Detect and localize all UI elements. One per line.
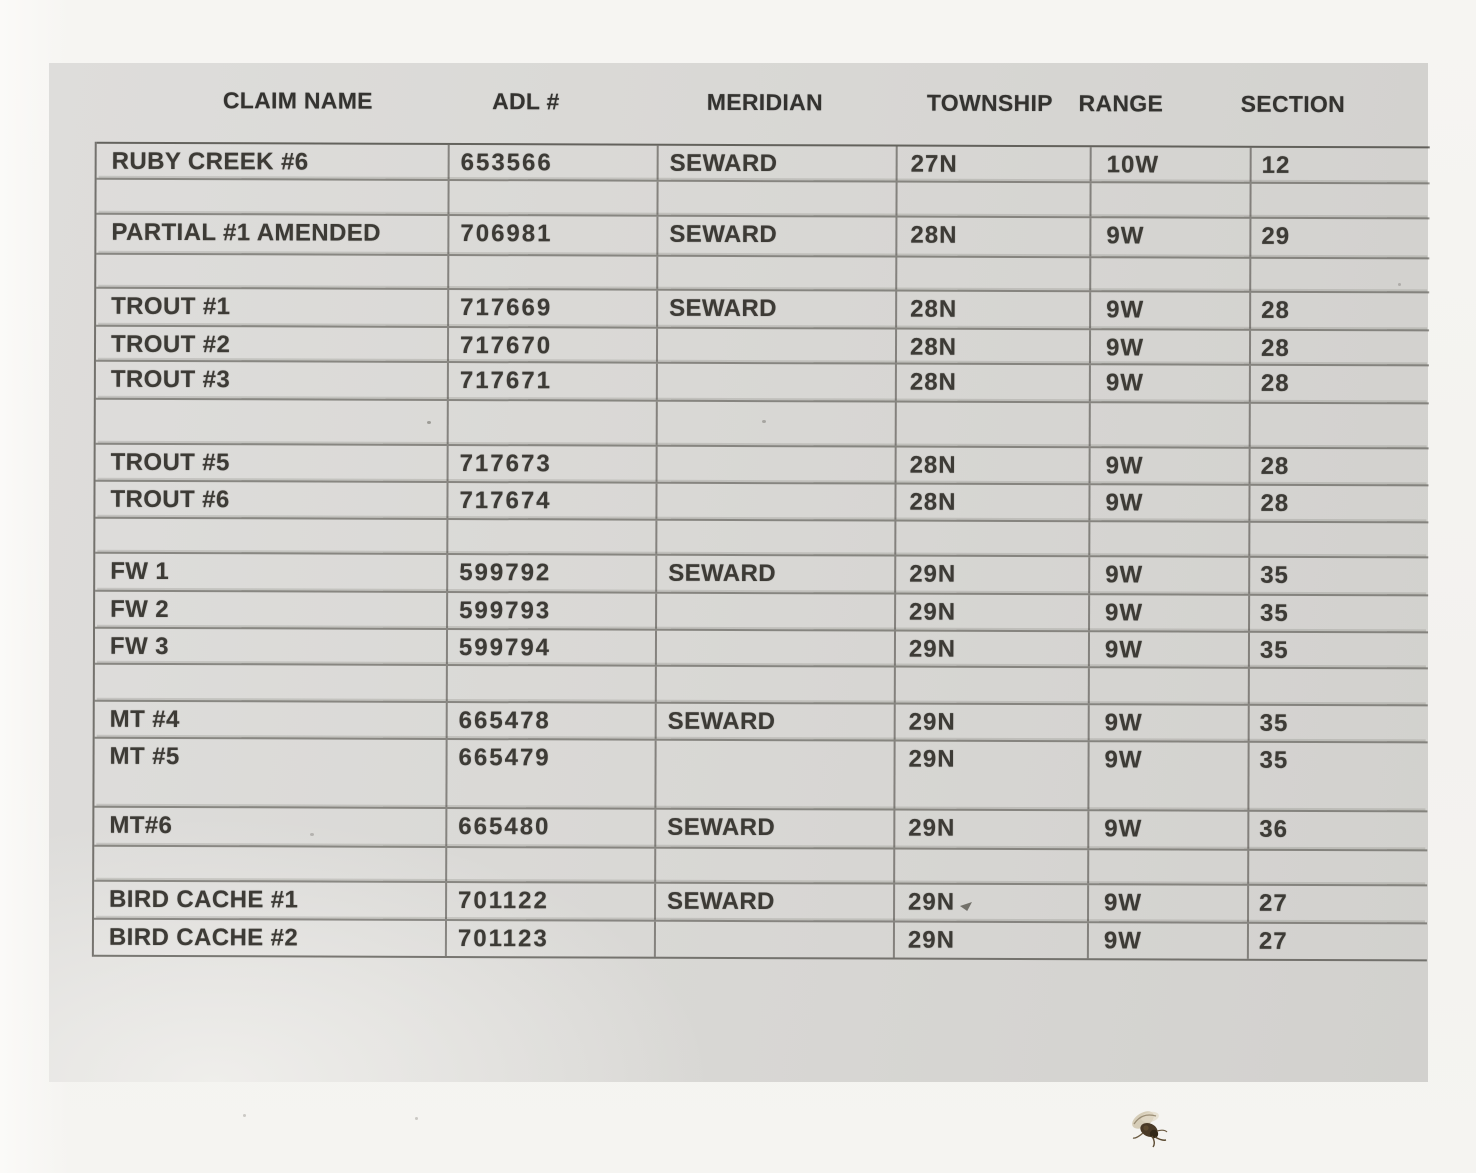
- table-row-empty: [95, 517, 1428, 557]
- adl-cell: 717670: [447, 328, 656, 362]
- range-cell: 9W: [1089, 292, 1249, 329]
- adl-cell: 717669: [447, 290, 656, 327]
- township-cell: 29N: [894, 705, 1088, 741]
- meridian-cell: [655, 484, 894, 520]
- claim-name-cell: [94, 847, 445, 881]
- township-cell: 28N: [894, 485, 1088, 521]
- table-row-empty: [96, 253, 1429, 292]
- township-cell: [893, 850, 1087, 884]
- header-township: TOWNSHIP: [926, 89, 1053, 117]
- meridian-cell: [654, 922, 893, 958]
- dust-speck: [415, 1117, 418, 1120]
- meridian-cell: [656, 402, 895, 446]
- adl-cell: 599793: [446, 593, 655, 629]
- table-row: [95, 552, 1428, 595]
- township-cell: 28N: [895, 448, 1089, 484]
- section-cell: [1249, 184, 1429, 218]
- range-cell: 9W: [1088, 632, 1248, 667]
- adl-cell: [447, 401, 656, 445]
- range-cell: 9W: [1089, 330, 1249, 364]
- dust-speck: [762, 420, 766, 423]
- meridian-cell: [654, 849, 893, 883]
- scan-tilt-wrapper: [45, 63, 1428, 1087]
- section-cell: 28: [1249, 331, 1429, 365]
- range-cell: 9W: [1087, 811, 1247, 849]
- section-cell: 27: [1247, 924, 1427, 960]
- meridian-cell: [656, 329, 895, 363]
- section-cell: 28: [1249, 293, 1429, 330]
- section-cell: 35: [1247, 743, 1427, 811]
- meridian-cell: [655, 521, 894, 555]
- adl-cell: [446, 666, 655, 702]
- range-cell: 9W: [1089, 365, 1249, 402]
- claim-name-cell: TROUT #3: [110, 365, 231, 394]
- claim-name-cell: MT #5: [109, 742, 180, 771]
- meridian-cell: [656, 447, 895, 483]
- meridian-cell: SEWARD: [655, 556, 894, 593]
- township-cell: 29N: [893, 811, 1087, 849]
- section-cell: 28: [1249, 366, 1429, 403]
- section-cell: 35: [1248, 706, 1428, 742]
- claim-name-cell: BIRD CACHE #2: [108, 923, 299, 952]
- adl-cell: 599792: [446, 555, 655, 592]
- township-cell: 29N: [893, 742, 1087, 810]
- claim-name-cell: FW 2: [110, 595, 170, 624]
- meridian-cell: SEWARD: [656, 291, 895, 328]
- range-cell: 9W: [1089, 218, 1249, 257]
- township-cell: 29N: [893, 885, 1087, 922]
- header-section: SECTION: [1240, 90, 1346, 118]
- range-cell: 9W: [1088, 485, 1248, 521]
- claim-name-cell: TROUT #5: [110, 448, 230, 477]
- dust-speck: [1398, 283, 1401, 286]
- claim-name-cell: [96, 255, 447, 288]
- section-cell: 35: [1248, 596, 1428, 632]
- section-cell: 35: [1248, 633, 1428, 668]
- meridian-cell: [655, 594, 894, 630]
- table-row: [96, 443, 1429, 485]
- table-row-empty: [96, 178, 1429, 218]
- table-row: [95, 700, 1428, 742]
- range-cell: 9W: [1087, 885, 1247, 922]
- meridian-cell: SEWARD: [654, 884, 893, 921]
- section-cell: 28: [1249, 449, 1429, 485]
- township-cell: 29N: [894, 557, 1088, 594]
- dust-speck: [243, 1114, 246, 1117]
- table-row: [96, 287, 1429, 330]
- dust-speck: [310, 833, 314, 836]
- township-cell: 27N: [896, 147, 1090, 182]
- table-row-empty: [94, 845, 1427, 885]
- adl-cell: [445, 848, 654, 882]
- range-cell: 10W: [1090, 147, 1250, 182]
- claim-name-cell: [96, 400, 447, 444]
- header-adl-number: ADL #: [492, 88, 560, 115]
- township-cell: 29N: [893, 923, 1087, 959]
- adl-cell: 701122: [445, 883, 654, 920]
- range-cell: [1088, 668, 1248, 704]
- claim-name-cell: FW 3: [109, 632, 169, 661]
- meridian-cell: [656, 182, 895, 216]
- township-cell: 28N: [895, 365, 1089, 402]
- adl-cell: 665478: [446, 703, 655, 739]
- table-row: [94, 737, 1427, 811]
- section-cell: 29: [1249, 219, 1429, 258]
- range-cell: [1089, 403, 1249, 447]
- claim-name-cell: RUBY CREEK #6: [111, 147, 309, 176]
- table-row: [95, 627, 1428, 668]
- claim-name-cell: PARTIAL #1 AMENDED: [111, 218, 381, 247]
- adl-cell: 599794: [446, 630, 655, 665]
- section-cell: 35: [1248, 558, 1428, 595]
- range-cell: [1088, 522, 1248, 556]
- table-row-empty: [95, 663, 1428, 705]
- table-row: [94, 918, 1427, 962]
- adl-cell: 665479: [445, 740, 654, 808]
- township-cell: 29N: [894, 632, 1088, 667]
- range-cell: 9W: [1087, 742, 1247, 810]
- township-cell: 28N: [895, 218, 1089, 257]
- adl-cell: 706981: [447, 216, 656, 255]
- claim-name-cell: MT#6: [109, 811, 173, 840]
- adl-cell: 717671: [447, 363, 656, 400]
- table-header-row: [49, 63, 1428, 118]
- claim-name-cell: [95, 665, 446, 701]
- section-cell: [1247, 851, 1427, 885]
- township-cell: [894, 668, 1088, 704]
- township-cell: [894, 522, 1088, 556]
- insect-debris: [1124, 1104, 1174, 1154]
- table-row: [96, 213, 1429, 258]
- meridian-cell: [655, 631, 894, 666]
- paper-sheet: [49, 63, 1428, 1082]
- section-cell: [1249, 404, 1429, 448]
- claim-name-cell: [96, 180, 447, 214]
- claim-name-cell: TROUT #1: [111, 292, 231, 321]
- section-cell: 27: [1247, 886, 1427, 923]
- claim-name-cell: BIRD CACHE #1: [109, 885, 299, 914]
- meridian-cell: [655, 667, 894, 703]
- range-cell: [1089, 183, 1249, 217]
- header-claim-name: CLAIM NAME: [222, 87, 373, 114]
- header-range: RANGE: [1078, 90, 1164, 117]
- meridian-cell: SEWARD: [657, 146, 896, 181]
- meridian-cell: [656, 364, 895, 401]
- header-meridian: MERIDIAN: [706, 88, 823, 116]
- township-cell: [895, 258, 1089, 291]
- section-cell: 28: [1248, 486, 1428, 522]
- meridian-cell: SEWARD: [655, 704, 894, 740]
- dust-speck: [427, 421, 431, 424]
- table-row: [95, 480, 1428, 522]
- adl-cell: 701123: [445, 921, 654, 957]
- adl-cell: [446, 520, 655, 554]
- township-cell: 28N: [895, 330, 1089, 364]
- adl-cell: 665480: [445, 809, 654, 847]
- table-row: [94, 880, 1427, 923]
- section-cell: 36: [1247, 812, 1427, 850]
- meridian-cell: SEWARD: [656, 217, 895, 256]
- adl-cell: [447, 256, 656, 289]
- claim-name-cell: MT #4: [109, 705, 180, 734]
- claim-name-cell: TROUT #2: [110, 330, 231, 359]
- range-cell: [1087, 850, 1247, 884]
- section-cell: 12: [1250, 148, 1430, 183]
- section-cell: [1248, 523, 1428, 557]
- section-cell: [1249, 259, 1429, 292]
- meridian-cell: [654, 741, 893, 809]
- range-cell: 9W: [1088, 595, 1248, 631]
- meridian-cell: [656, 257, 895, 290]
- adl-cell: 717673: [447, 446, 656, 482]
- range-cell: 9W: [1087, 923, 1247, 959]
- adl-cell: 653566: [448, 145, 657, 180]
- range-cell: 9W: [1089, 448, 1249, 484]
- table-row: [94, 806, 1427, 850]
- section-cell: [1248, 669, 1428, 705]
- range-cell: 9W: [1088, 705, 1248, 741]
- township-cell: [895, 183, 1089, 217]
- table-row: [96, 360, 1429, 403]
- range-cell: [1089, 258, 1249, 291]
- range-cell: 9W: [1088, 557, 1248, 594]
- adl-cell: [447, 181, 656, 215]
- township-cell: [895, 403, 1089, 447]
- claim-name-cell: FW 1: [110, 557, 170, 586]
- township-cell: 29N: [894, 595, 1088, 631]
- meridian-cell: SEWARD: [654, 810, 893, 848]
- claims-table: [92, 142, 1430, 962]
- table-row: [97, 142, 1430, 183]
- claim-name-cell: TROUT #6: [110, 485, 230, 514]
- township-cell: 28N: [895, 292, 1089, 329]
- table-row: [96, 325, 1429, 365]
- claim-name-cell: [95, 519, 446, 553]
- table-row: [95, 590, 1428, 632]
- adl-cell: 717674: [446, 483, 655, 519]
